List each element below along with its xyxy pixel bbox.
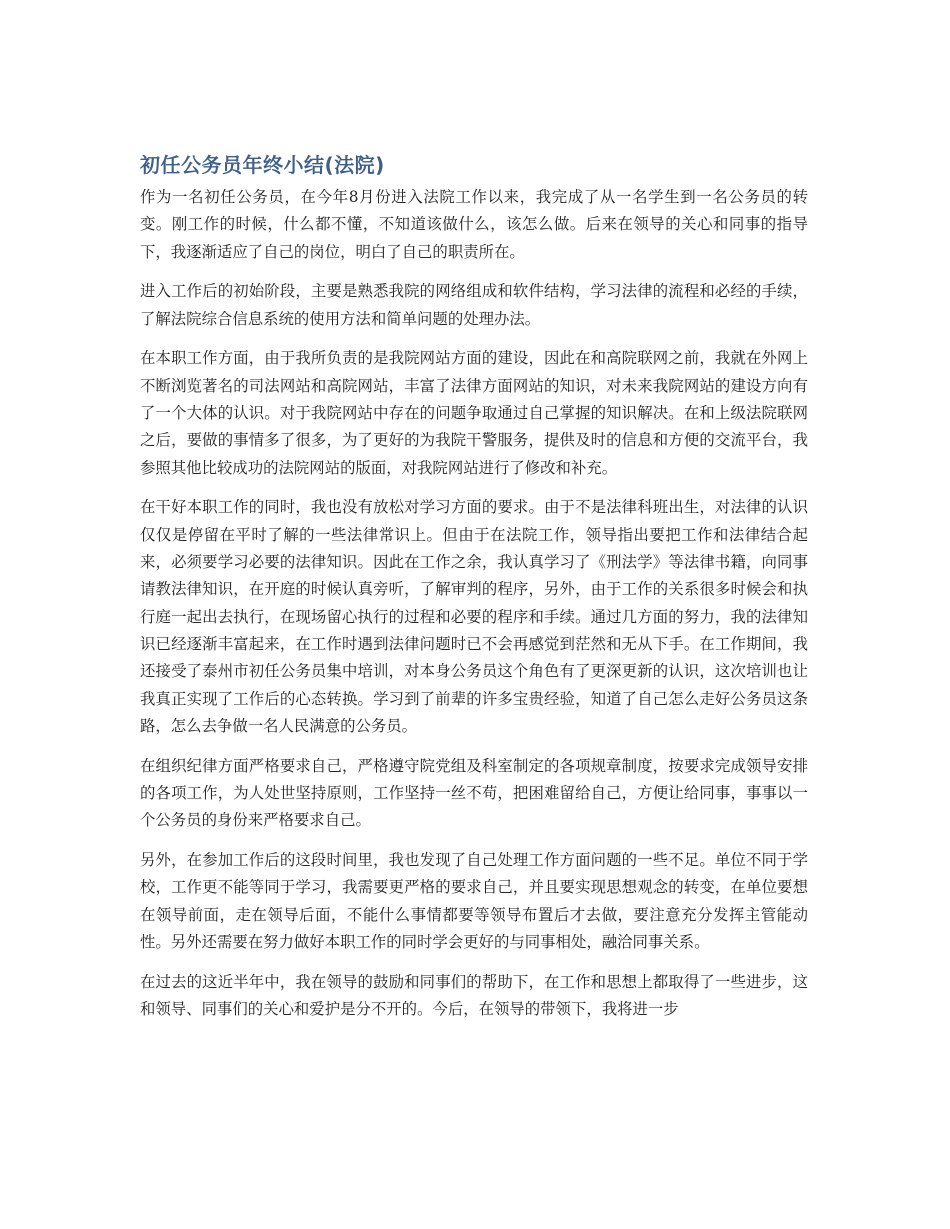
paragraph-discipline: 在组织纪律方面严格要求自己，严格遵守院党组及科室制定的各项规章制度，按要求完成领导安排的各项工作，为人处世坚持原则，工作坚持一丝不苟，把困难留给自己，方便让给同事，事事以一个公务员的身份来严格要求自己。 [140, 756, 808, 830]
paragraph-intro: 作为一名初任公务员，在今年8月份进入法院工作以来，我完成了从一名学生到一名公务员的转变。刚工作的时候，什么都不懂，不知道该做什么，该怎么做。后来在领导的关心和同事的指导下，我逐渐适应了自己的岗位，明白了自己的职责所在。 [140, 188, 808, 261]
paragraph-conclusion: 在过去的这近半年中，我在领导的鼓励和同事们的帮助下，在工作和思想上都取得了一些进步，这和领导、同事们的关心和爱护是分不开的。今后，在领导的带领下，我将进一步 [140, 972, 808, 1019]
paragraph-initial-stage: 进入工作后的初始阶段，主要是熟悉我院的网络组成和软件结构，学习法律的流程和必经的手续，了解法院综合信息系统的使用方法和简单问题的处理办法。 [140, 282, 808, 328]
paragraph-study: 在干好本职工作的同时，我也没有放松对学习方面的要求。由于不是法律科班出生，对法律的认识仅仅是停留在平时了解的一些法律常识上。但由于在法院工作，领导指出要把工作和法律结合起来，必须要学习必要的法律知识。因此在工作之余，我认真学习了《刑法学》等法律书籍，向同事请教法律知识，在开庭的时候认真旁听，了解审判的程序，另外，由于工作的关系很多时候会和执行庭一起出去执行，在现场留心执行的过程和必要的程序和手续。通过几方面的努力，我的法律知识已经逐渐丰富起来，在工作时遇到法律问题时已不会再感觉到茫然和无从下手。在工作期间，我还接受了泰州市初任公务员集中培训，对本身公务员这个角色有了更深更新的认识，这次培训也让我真正实现了工作后的心态转换。学习到了前辈的许多宝贵经验，知道了自己怎么走好公务员这条路，怎么去争做一名人民满意的公务员。 [140, 498, 808, 735]
paragraph-job-duties: 在本职工作方面，由于我所负责的是我院网站方面的建设，因此在和高院联网之前，我就在外网上不断浏览著名的司法网站和高院网站，丰富了法律方面网站的知识，对未来我院网站的建设方向有了一个大体的认识。对于我院网站中存在的问题争取通过自己掌握的知识解决。在和上级法院联网之后，要做的事情多了很多，为了更好的为我院干警服务，提供及时的信息和方便的交流平台，我参照其他比较成功的法院网站的版面，对我院网站进行了修改和补充。 [140, 349, 808, 477]
paragraph-shortcomings: 另外，在参加工作后的这段时间里，我也发现了自己处理工作方面问题的一些不足。单位不同于学校，工作更不能等同于学习，我需要更严格的要求自己，并且要实现思想观念的转变，在单位要想在领导前面，走在领导后面，不能什么事情都要等领导布置后才去做，要注意充分发挥主管能动性。另外还需要在努力做好本职工作的同时学会更好的与同事相处，融洽同事关系。 [140, 851, 808, 951]
document-body [140, 150, 808, 1036]
document-title: 初任公务员年终小结(法院) [140, 153, 385, 177]
